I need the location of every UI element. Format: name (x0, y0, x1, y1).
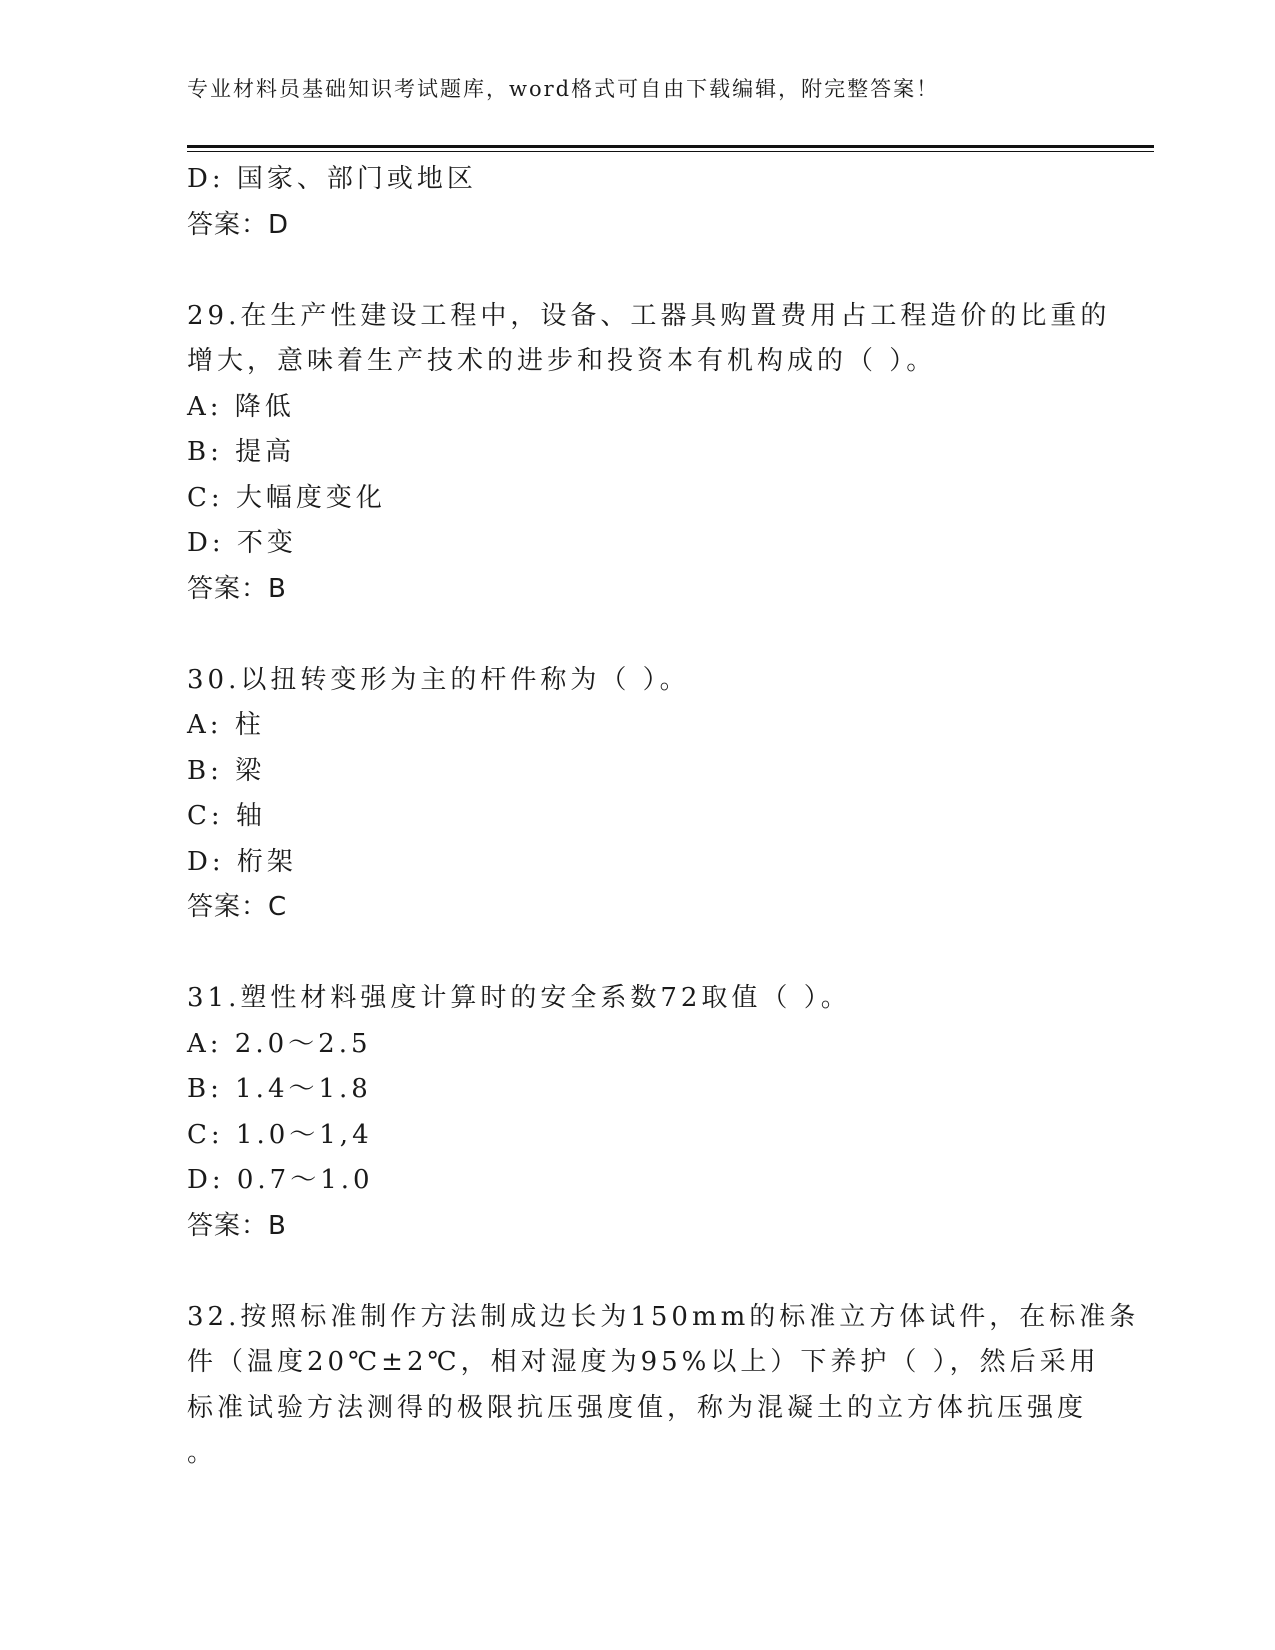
question-stem: 32.按照标准制作方法制成边长为150mm的标准立方体试件，在标准条 (187, 1301, 1140, 1332)
page-header: 专业材料员基础知识考试题库，word格式可自由下载编辑，附完整答案！ (187, 77, 940, 101)
spacer (187, 931, 1087, 977)
answer: 答案：B (187, 573, 287, 604)
option-c: C: 轴 (187, 801, 266, 831)
option-a: A: 柱 (187, 710, 265, 740)
option-d: D: 国家、部门或地区 (187, 164, 477, 194)
spacer (187, 248, 1087, 294)
question-stem: 标准试验方法测得的极限抗压强度值，称为混凝土的立方体抗压强度 (187, 1392, 1088, 1423)
answer: 答案：B (187, 1210, 287, 1241)
option-c: C: 大幅度变化 (187, 482, 386, 513)
question-stem: 31.塑性材料强度计算时的安全系数72取值（ ）。 (187, 983, 851, 1013)
option-d: D: 不变 (187, 528, 297, 558)
option-a: A: 2.0～2.5 (187, 1028, 372, 1059)
question-stem: 。 (187, 1438, 218, 1468)
answer: 答案：C (187, 892, 288, 922)
question-stem: 件（温度20℃±2℃，相对湿度为95%以上）下养护（ ），然后采用 (187, 1347, 1100, 1377)
answer: 答案：D (187, 209, 290, 240)
question-stem: 增大，意味着生产技术的进步和投资本有机构成的（ ）。 (187, 346, 937, 376)
spacer (187, 612, 1087, 658)
header-rule-thin (187, 151, 1154, 152)
option-d: D: 桁架 (187, 846, 297, 877)
option-a: A: 降低 (187, 391, 295, 422)
question-list (187, 157, 1140, 1477)
option-b: B: 1.4～1.8 (187, 1074, 372, 1104)
spacer (187, 1249, 1087, 1295)
option-c: C: 1.0～1,4 (187, 1119, 373, 1150)
question-stem: 30.以扭转变形为主的杆件称为（ ）。 (187, 664, 690, 695)
option-d: D: 0.7～1.0 (187, 1165, 374, 1195)
header-rule-thick (187, 145, 1154, 148)
question-stem: 29.在生产性建设工程中，设备、工器具购置费用占工程造价的比重的 (187, 300, 1111, 331)
option-b: B: 提高 (187, 437, 296, 467)
option-b: B: 梁 (187, 755, 266, 786)
